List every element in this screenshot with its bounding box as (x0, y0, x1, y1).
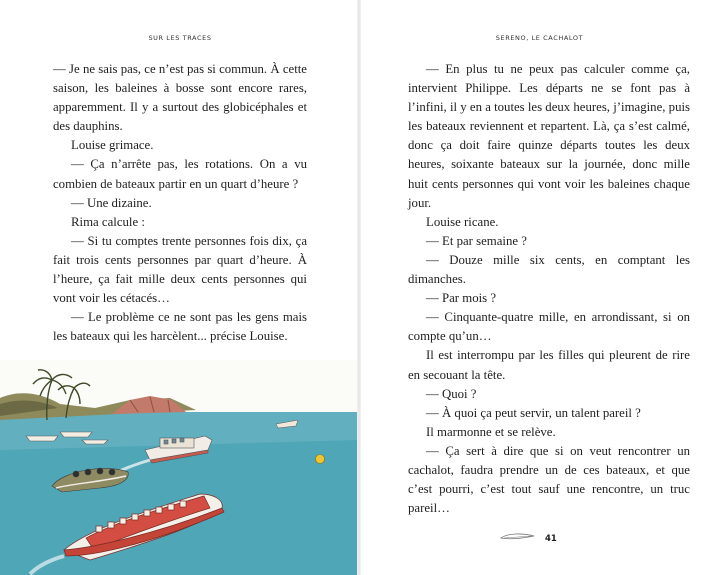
paragraph: — Je ne sais pas, ce n’est pas si commun. À cette saison, les baleines à bosse sont encore rares, apparemment. Il y a surtout des globicéphales et des dauphins. (53, 62, 307, 134)
paragraph: — Si tu comptes trente personnes fois dix, ça fait trois cents personnes par quart d’heure. À l’heure, ça fait mille deux cents personnes qui vont voir les cétacés… (53, 233, 307, 306)
feather-ornament-icon (500, 532, 536, 542)
paragraph: — À quoi ça peut servir, un talent pareil ? (426, 405, 641, 420)
paragraph: Il est interrompu par les filles qui pleurent de rire en secouant la tête. (408, 348, 690, 382)
paragraph: — Une dizaine. (71, 195, 152, 210)
paragraph: — Quoi ? (426, 386, 477, 401)
page-number: 41 (545, 534, 557, 544)
paragraph: — Ça sert à dire que si on veut rencontrer un cachalot, faudra prendre un de ces bateaux, et que c’est pourri, c’est tout sauf une rencontre, un truc pareil… (408, 443, 690, 516)
left-running-head: SUR LES TRACES (148, 34, 212, 42)
left-body-text (53, 60, 307, 346)
right-body-text (408, 60, 690, 518)
paragraph: — Ça n’arrête pas, les rotations. On a vu combien de bateaux partir en un quart d’heure ? (53, 157, 307, 191)
paragraph: Louise ricane. (426, 214, 499, 229)
paragraph: — Le problème ce ne sont pas les gens mais les bateaux qui les harcèlent... précise Louise. (53, 310, 307, 344)
paragraph: — Douze mille six cents, en comptant les dimanches. (408, 252, 690, 287)
paragraph: Louise grimace. (71, 138, 154, 153)
boats-illustration (0, 360, 357, 575)
paragraph: — En plus tu ne peux pas calculer comme ça, intervient Philippe. Les départs ne se font pas à l’infini, il y en a toutes les deux heures, j’imagine, puis les bateaux reviennent et repartent. Là, ça s’est calmé, donc ça doit faire quinze départs toutes les deux heures, soixante bateaux sur la journée, donc mille huit cents personnes qui vont voir les baleines chaque jour. (408, 62, 690, 210)
paragraph: — Par mois ? (426, 291, 497, 306)
right-page (360, 0, 719, 575)
paragraph: Il marmonne et se relève. (426, 424, 556, 439)
paragraph: Rima calcule : (71, 214, 145, 229)
right-running-head: SERENO, LE CACHALOT (495, 34, 584, 42)
paragraph: — Cinquante-quatre mille, en arrondissant, si on compte qu’un… (408, 310, 690, 344)
yellow-buoy-icon (316, 455, 325, 464)
paragraph: — Et par semaine ? (426, 233, 527, 248)
